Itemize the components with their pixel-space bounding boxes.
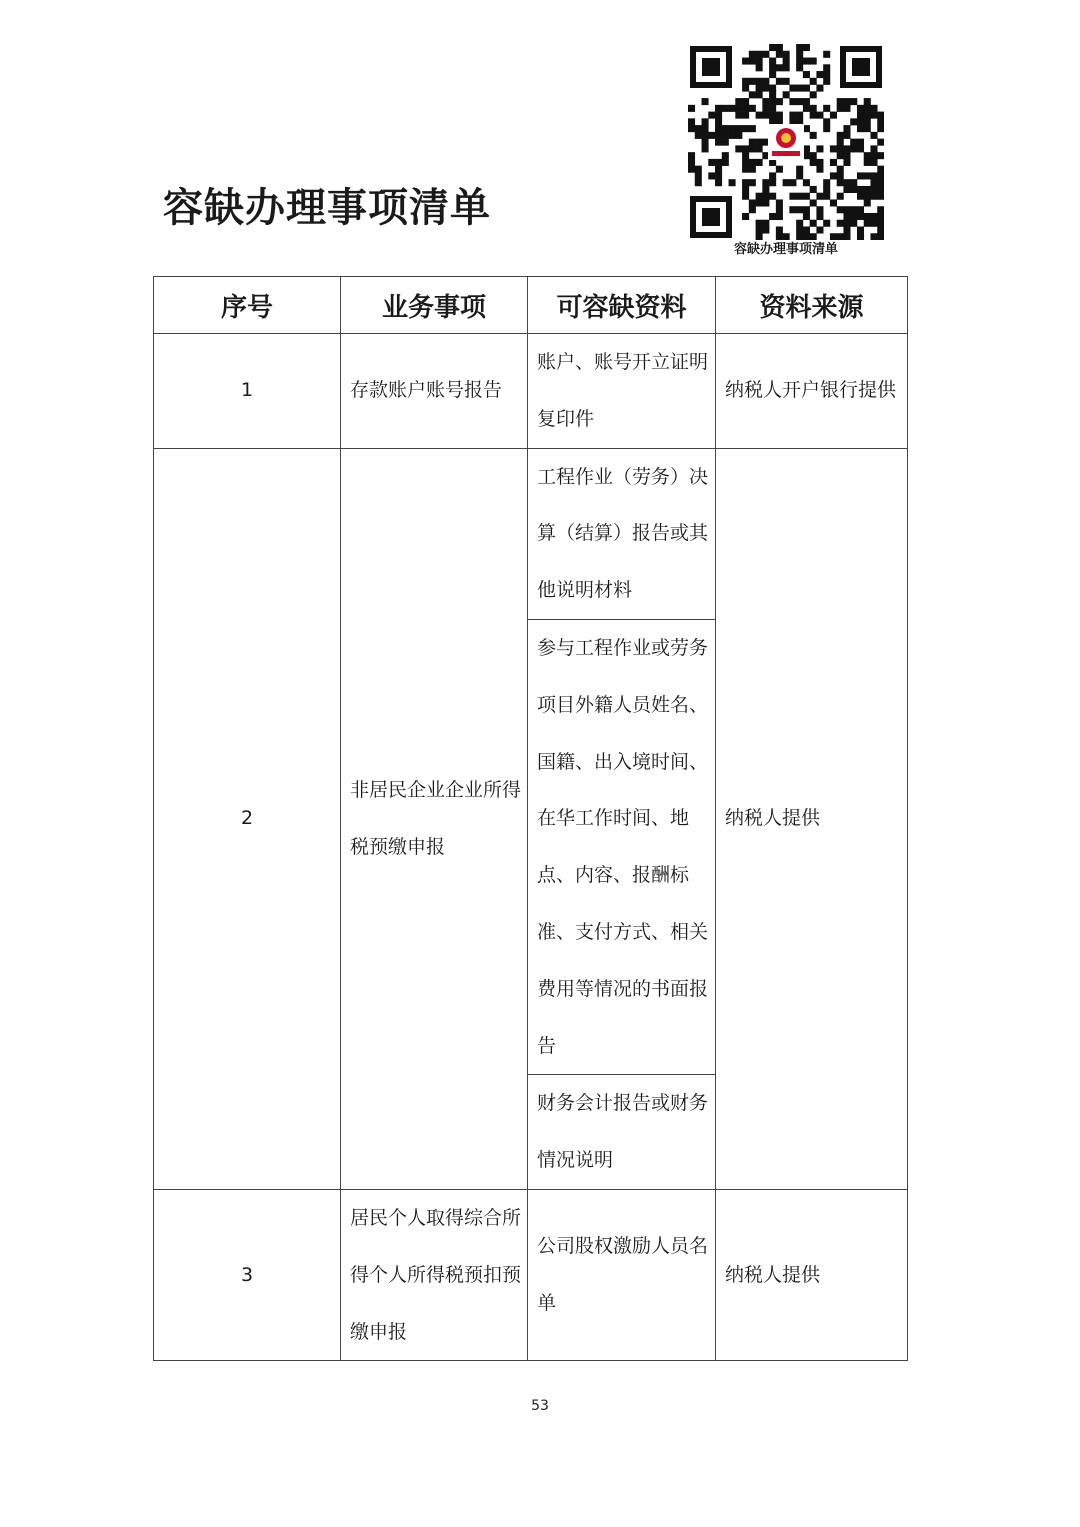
column-header-omittable-materials: 可容缺资料 [528, 277, 716, 334]
row-number: 3 [154, 1189, 341, 1360]
column-header-number: 序号 [154, 277, 341, 334]
omittable-material: 账户、账号开立证明复印件 [528, 334, 716, 449]
qr-caption: 容缺办理事项清单 [733, 242, 838, 257]
business-item: 存款账户账号报告 [341, 334, 528, 449]
business-item: 非居民企业企业所得税预缴申报 [341, 448, 528, 1189]
tax-emblem-icon [768, 124, 804, 160]
row-number: 2 [154, 448, 341, 1189]
omittable-material: 公司股权激励人员名单 [528, 1189, 716, 1360]
qr-code-block [688, 44, 884, 259]
omittable-material: 工程作业（劳务）决算（结算）报告或其他说明材料 [528, 448, 716, 619]
column-header-material-source: 资料来源 [716, 277, 908, 334]
omittable-material: 参与工程作业或劳务项目外籍人员姓名、国籍、出入境时间、在华工作时间、地点、内容、报酬标准、支付方式、相关费用等情况的书面报告 [528, 619, 716, 1074]
items-table [153, 276, 908, 1361]
qr-code[interactable] [688, 44, 884, 240]
table-row [154, 334, 908, 449]
table-header-row [154, 277, 908, 334]
page-title: 容缺办理事项清单 [163, 185, 491, 231]
omittable-material: 财务会计报告或财务情况说明 [528, 1075, 716, 1190]
column-header-business-item: 业务事项 [341, 277, 528, 334]
table-row [154, 448, 908, 619]
material-source: 纳税人提供 [716, 1189, 908, 1360]
material-source: 纳税人提供 [716, 448, 908, 1189]
table-row [154, 1189, 908, 1360]
row-number: 1 [154, 334, 341, 449]
page-number: 53 [531, 1398, 549, 1414]
business-item: 居民个人取得综合所得个人所得税预扣预缴申报 [341, 1189, 528, 1360]
material-source: 纳税人开户银行提供 [716, 334, 908, 449]
